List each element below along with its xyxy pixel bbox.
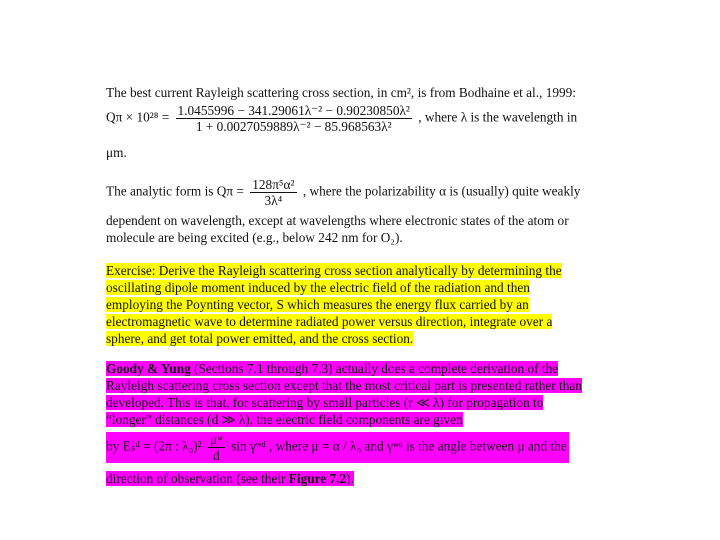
- goody-line-1-rest: (Sections 7.1 through 7.3) actually does a complete derivation of the: [190, 361, 559, 376]
- goody-line-1: [106, 361, 558, 376]
- analytic-denominator: 3λ⁴: [264, 193, 283, 208]
- field-eq-denominator: d: [213, 448, 220, 463]
- analytic-pre: The analytic form is: [106, 183, 214, 199]
- equation-tail: , where λ is the wavelength in: [418, 109, 578, 125]
- figure-reference: Figure 7.2: [288, 471, 347, 486]
- paragraph-1-line-3: μm.: [106, 145, 127, 160]
- goody-line-3: developed. This is that, for scattering by small particles (r ≪ λ) for propagation to: [106, 395, 544, 410]
- exercise-line-2: oscillating dipole moment induced by the electric field of the radiation and then: [106, 280, 530, 295]
- analytic-qr: Qπ =: [216, 183, 244, 199]
- paragraph-1-line-1: The best current Rayleigh scattering cross section, in cm², is from Bodhaine et al., 1999:: [106, 85, 576, 100]
- equation-numerator: 1.0455996 − 341.29061λ⁻² − 0.90230850λ²: [177, 103, 410, 118]
- exercise-line-4: electromagnetic wave to determine radiated power versus direction, integrate over a: [106, 314, 553, 329]
- analytic-post: , where the polarizability α is (usually) quite weakly: [302, 183, 581, 199]
- rayleigh-fit-equation: [106, 103, 577, 134]
- goody-yung-reference: Goody & Yung: [106, 361, 191, 376]
- paragraph-2-line-2: dependent on wavelength, except at wavelengths where electronic states of the atom or: [106, 213, 569, 228]
- goody-line-6-pre: direction of observation (see their: [106, 471, 289, 486]
- goody-equation-line: [106, 432, 569, 463]
- exercise-line-1: Exercise: Derive the Rayleigh scattering cross section analytically by determining the: [106, 263, 562, 278]
- paragraph-2-line-3: molecule are being excited (e.g., below 242 nm for O₂).: [106, 230, 403, 245]
- field-eq-fraction: [208, 432, 225, 463]
- goody-line-4: “longer” distances (d ≫ λ), the electric field components are given: [106, 412, 463, 427]
- exercise-line-3: employing the Poynting vector, S which measures the energy flux carried by an: [106, 297, 529, 312]
- analytic-form-line: [106, 177, 580, 208]
- analytic-numerator: 128π⁵α²: [252, 177, 295, 192]
- equation-denominator: 1 + 0.0027059889λ⁻² − 85.968563λ²: [195, 119, 392, 134]
- goody-line-2: Rayleigh scattering cross section except that the most critical part is presented rather than: [106, 378, 582, 393]
- field-eq-post: sin γʷᵈ , where μ = α / λ₀ and γʷᵈ is the angle between μ and the: [231, 438, 567, 454]
- analytic-fraction: [250, 177, 296, 208]
- equation-fraction: [176, 103, 412, 134]
- goody-line-6-post: ).: [346, 471, 354, 486]
- goody-line-6: [106, 471, 354, 486]
- exercise-line-5: sphere, and get total power emitted, and the cross section.: [106, 331, 414, 346]
- field-eq-pre: by Eₛᵈ = (2π : λ₀)²: [106, 438, 202, 454]
- field-eq-numerator: μʷ: [209, 432, 223, 447]
- equation-lhs: Qπ × 10²⁸ =: [106, 109, 170, 125]
